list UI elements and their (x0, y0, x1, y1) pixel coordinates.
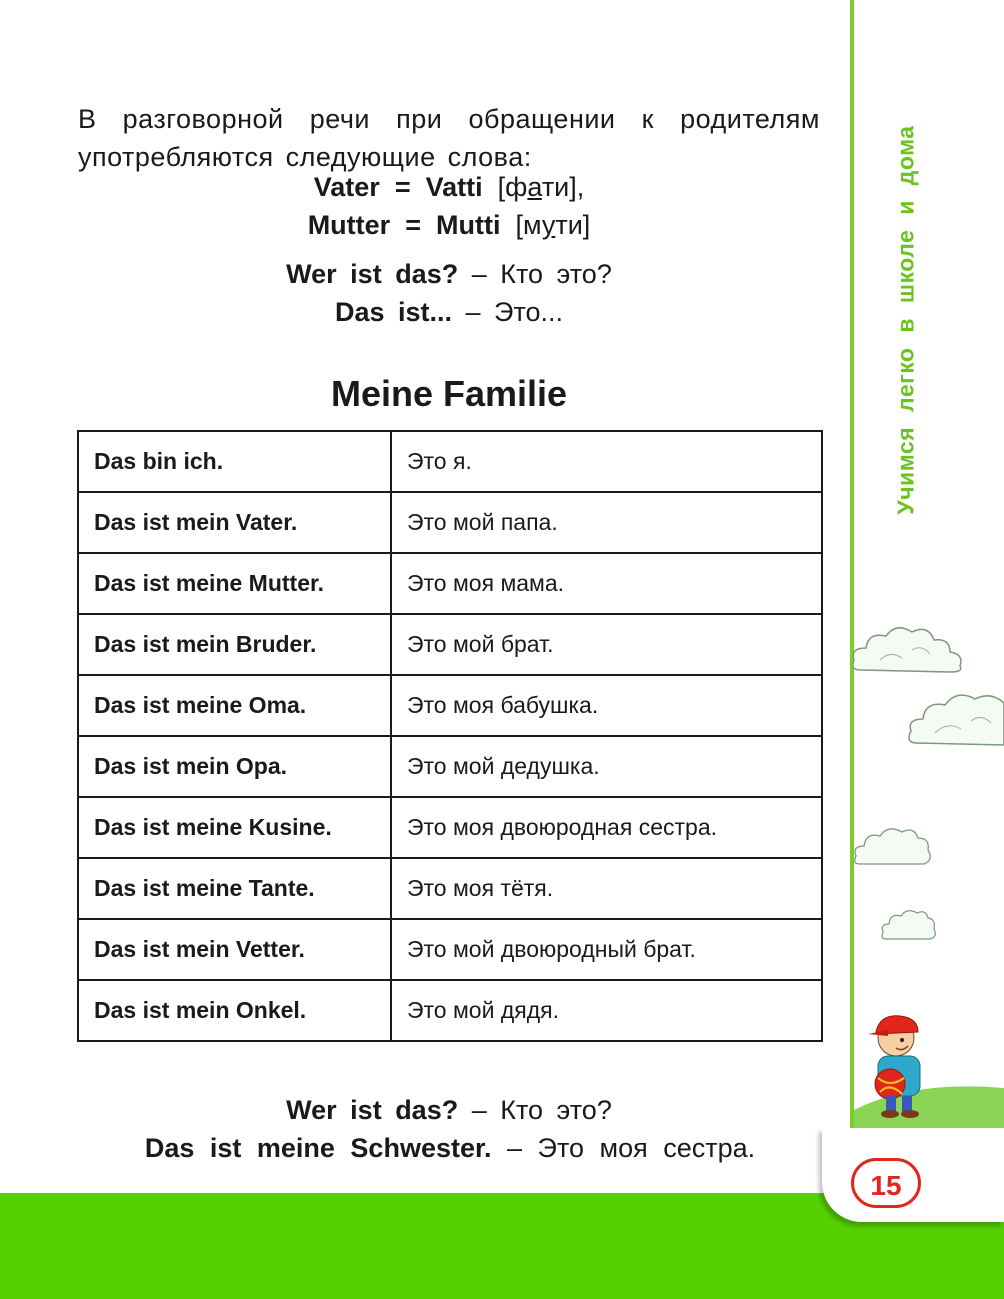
family-table (77, 430, 823, 1042)
question-2: Wer ist das? – Кто это? (286, 1095, 612, 1125)
cloud-icon (852, 822, 932, 872)
page-number: 15 (851, 1158, 921, 1208)
vatti-word: Vatti (425, 172, 483, 202)
german-cell: Das ist meine Mutter. (78, 553, 391, 614)
equals-sign: = (394, 172, 411, 202)
russian-cell: Это мой папа. (391, 492, 822, 553)
german-cell: Das ist meine Oma. (78, 675, 391, 736)
intro-paragraph: В разговорной речи при обращении к родителям употребляются следующие слова: (78, 104, 820, 172)
german-cell: Das ist mein Bruder. (78, 614, 391, 675)
table-row (78, 675, 822, 736)
mutti-pronunciation: [мути] (515, 210, 591, 240)
russian-cell: Это моя бабушка. (391, 675, 822, 736)
german-cell: Das ist meine Kusine. (78, 797, 391, 858)
table-row (78, 736, 822, 797)
german-cell: Das ist mein Vater. (78, 492, 391, 553)
german-cell: Das ist mein Vetter. (78, 919, 391, 980)
table-row (78, 919, 822, 980)
german-cell: Das ist meine Tante. (78, 858, 391, 919)
russian-cell: Это мой двоюродный брат. (391, 919, 822, 980)
russian-cell: Это мой дядя. (391, 980, 822, 1041)
table-row (78, 980, 822, 1041)
table-row (78, 797, 822, 858)
section-heading: Meine Familie (330, 373, 568, 414)
russian-cell: Это моя тётя. (391, 858, 822, 919)
question-1: Wer ist das? – Кто это? (286, 259, 612, 289)
boy-illustration (860, 1012, 940, 1122)
vater-word: Vater (313, 172, 380, 202)
table-row (78, 431, 822, 492)
mutter-line (78, 210, 820, 241)
german-cell: Das ist mein Opa. (78, 736, 391, 797)
german-cell: Das bin ich. (78, 431, 391, 492)
cloud-icon (880, 905, 936, 945)
cloud-icon (850, 620, 970, 680)
equals-sign: = (405, 210, 421, 240)
russian-cell: Это моя мама. (391, 553, 822, 614)
table-row (78, 492, 822, 553)
answer-1: Das ist... – Это... (334, 297, 564, 327)
russian-cell: Это моя двоюродная сестра. (391, 797, 822, 858)
sidebar-divider (850, 0, 854, 1145)
vater-line (78, 172, 820, 203)
mutter-word: Mutter (307, 210, 391, 240)
cloud-icon (905, 685, 1004, 755)
table-row (78, 553, 822, 614)
russian-cell: Это я. (391, 431, 822, 492)
russian-cell: Это мой брат. (391, 614, 822, 675)
vatti-pronunciation: [фати], (497, 172, 585, 202)
russian-cell: Это мой дедушка. (391, 736, 822, 797)
series-title: Учимся легко в школе и дома (892, 125, 919, 515)
table-row (78, 614, 822, 675)
german-cell: Das ist mein Onkel. (78, 980, 391, 1041)
mutti-word: Mutti (436, 210, 501, 240)
table-row (78, 858, 822, 919)
answer-2: Das ist meine Schwester. – Это моя сестра. (144, 1133, 756, 1163)
